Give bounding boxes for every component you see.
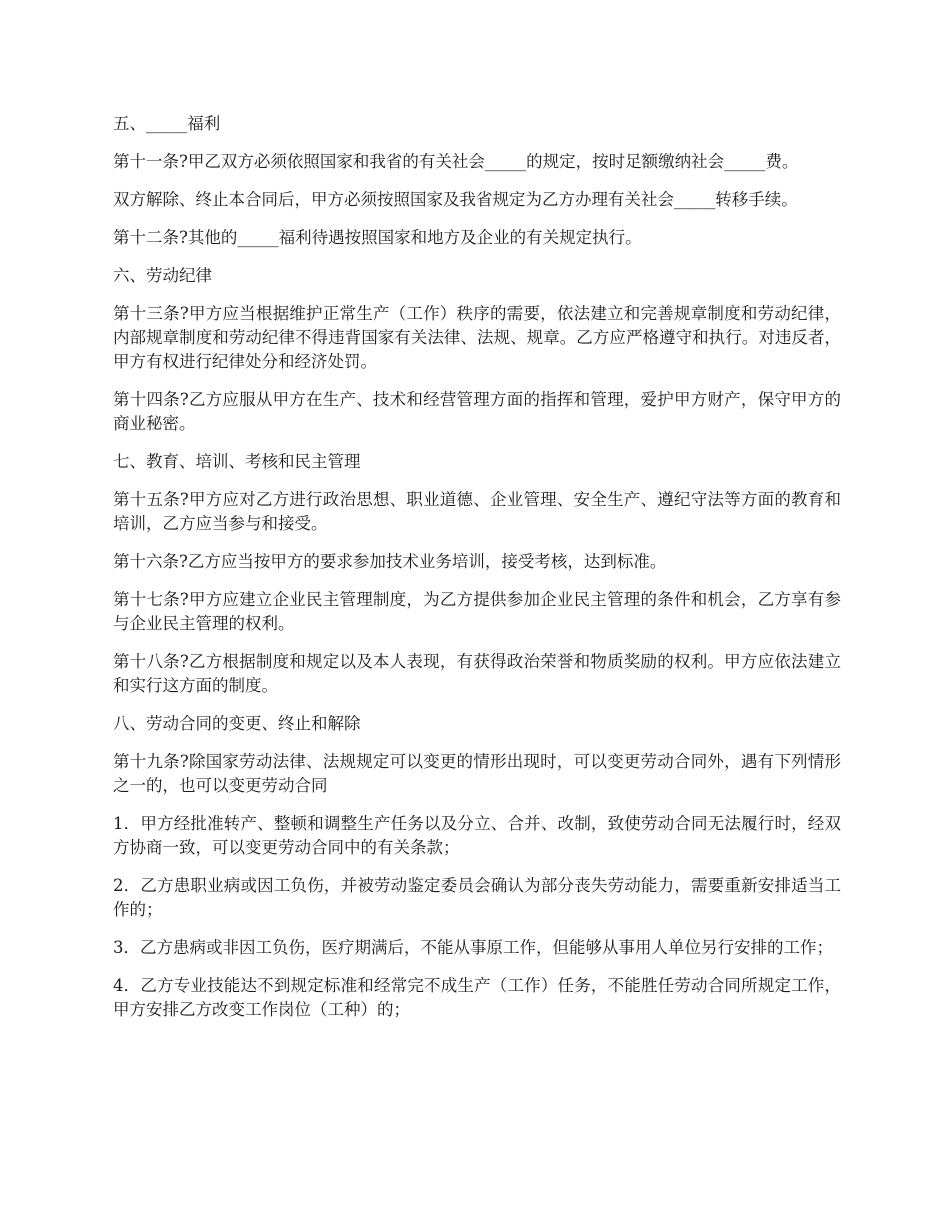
article-12: 第十二条?其他的_____福利待遇按照国家和地方及企业的有关规定执行。: [113, 228, 642, 247]
list-item-2: 2．乙方患职业病或因工负伤，并被劳动鉴定委员会确认为部分丧失劳动能力，需要重新安排适当工作的；: [113, 876, 841, 919]
section-heading-education-training: 七、教育、培训、考核和民主管理: [113, 452, 361, 471]
article-18: 第十八条?乙方根据制度和规定以及本人表现，有获得政治荣誉和物质奖励的权利。甲方应依法建立和实行这方面的制度。: [113, 652, 841, 695]
document-body: [113, 112, 841, 1036]
article-17: 第十七条?甲方应建立企业民主管理制度，为乙方提供参加企业民主管理的条件和机会，乙方享有参与企业民主管理的权利。: [113, 590, 841, 633]
list-item-1: 1．甲方经批准转产、整顿和调整生产任务以及分立、合并、改制，致使劳动合同无法履行时，经双方协商一致，可以变更劳动合同中的有关条款；: [113, 814, 841, 857]
article-15: 第十五条?甲方应对乙方进行政治思想、职业道德、企业管理、安全生产、遵纪守法等方面的教育和培训，乙方应当参与和接受。: [113, 490, 841, 533]
article-11: 第十一条?甲乙双方必须依照国家和我省的有关社会_____的规定，按时足额缴纳社会_____费。: [113, 152, 799, 171]
list-item-3: 3．乙方患病或非因工负伤，医疗期满后，不能从事原工作，但能够从事用人单位另行安排的工作；: [113, 938, 833, 957]
article-14: 第十四条?乙方应服从甲方在生产、技术和经营管理方面的指挥和管理，爱护甲方财产，保守甲方的商业秘密。: [113, 390, 841, 433]
list-item-4: 4．乙方专业技能达不到规定标准和经常完不成生产（工作）任务，不能胜任劳动合同所规定工作，甲方安排乙方改变工作岗位（工种）的；: [113, 976, 841, 1019]
article-19: 第十九条?除国家劳动法律、法规规定可以变更的情形出现时，可以变更劳动合同外，遇有下列情形之一的，也可以变更劳动合同: [113, 752, 841, 795]
article-16: 第十六条?乙方应当按甲方的要求参加技术业务培训，接受考核，达到标准。: [113, 552, 667, 571]
article-13: 第十三条?甲方应当根据维护正常生产（工作）秩序的需要，依法建立和完善规章制度和劳动纪律，内部规章制度和劳动纪律不得违背国家有关法律、法规、规章。乙方应严格遵守和执行。对违反者，甲方有权进行纪律处分和经济处罚。: [113, 304, 841, 371]
section-heading-welfare: 五、_____福利: [113, 114, 221, 133]
article-11-supplement: 双方解除、终止本合同后，甲方必须按照国家及我省规定为乙方办理有关社会_____转移手续。: [113, 190, 798, 209]
section-heading-labor-discipline: 六、劳动纪律: [113, 266, 212, 285]
section-heading-contract-changes: 八、劳动合同的变更、终止和解除: [113, 714, 361, 733]
